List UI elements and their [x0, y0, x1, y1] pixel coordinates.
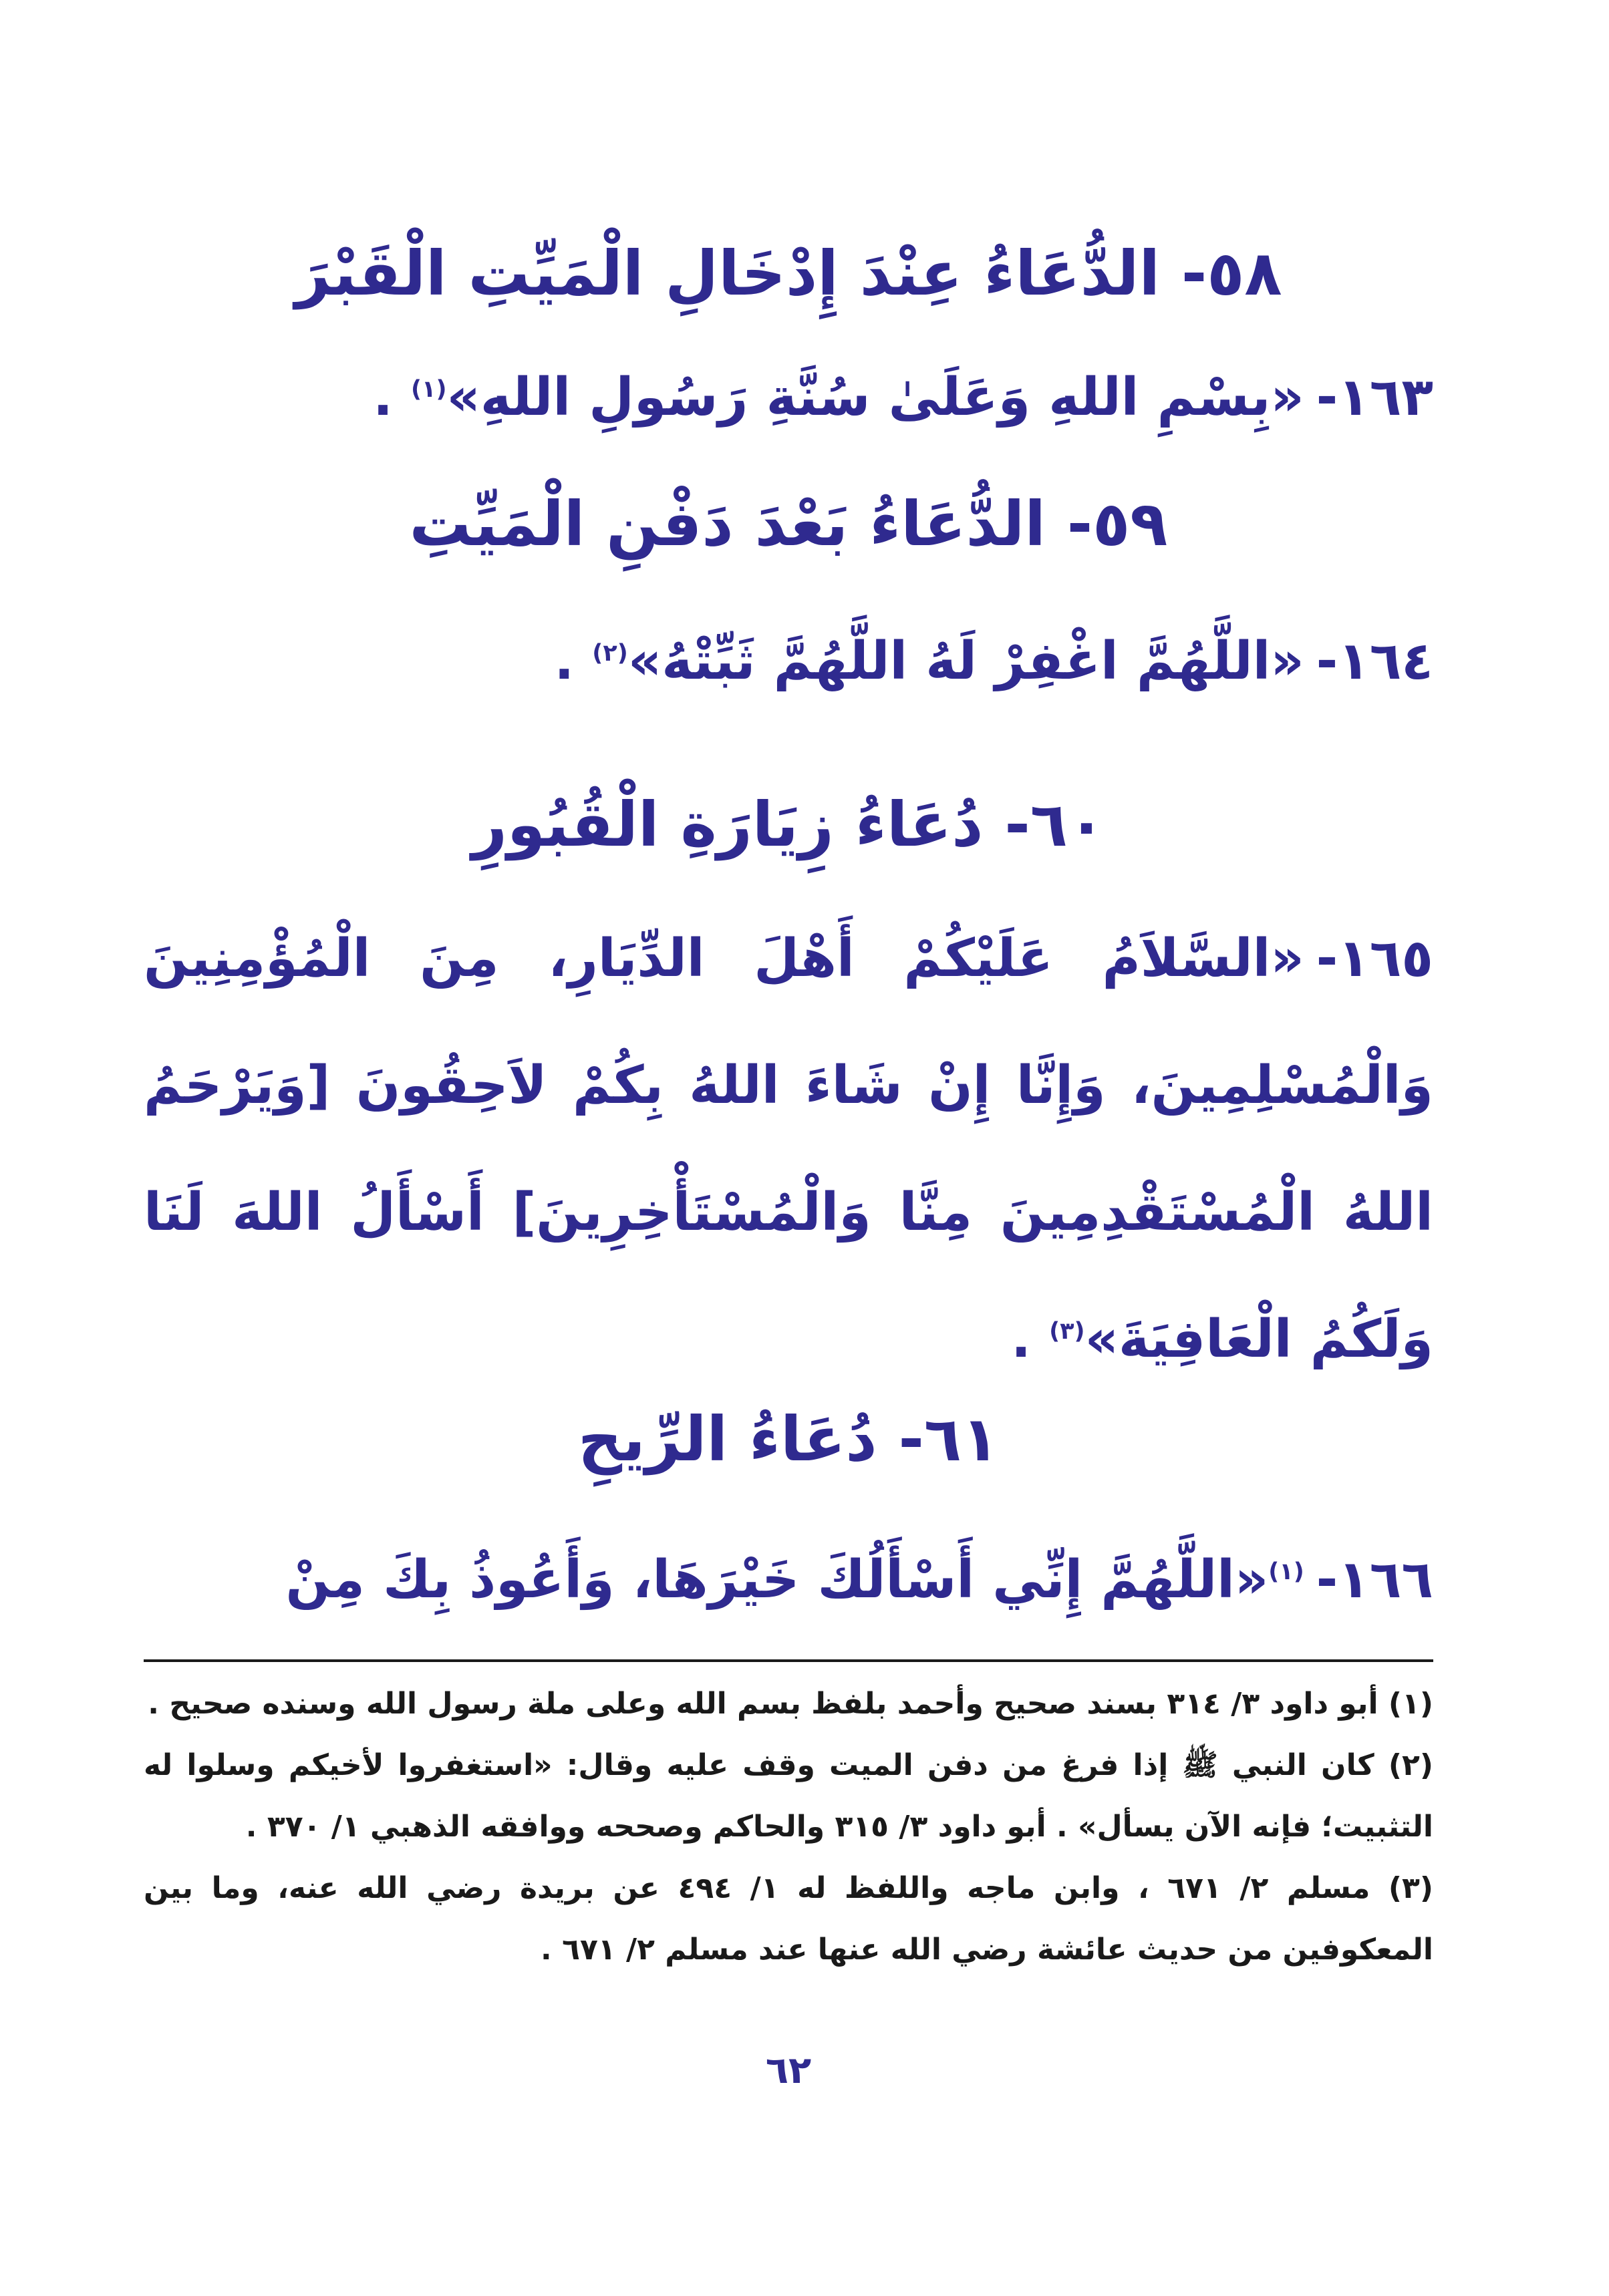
footnote-ref: (٢): [592, 639, 628, 667]
footnote-3: [144, 1858, 1433, 1981]
footnote-divider: [144, 1659, 1433, 1662]
dua-end: .: [373, 367, 411, 428]
dua-number: ١٦٣-: [1316, 367, 1433, 428]
footnotes: [144, 1673, 1433, 1981]
footnote-ref: (١): [1268, 1558, 1304, 1585]
footnote-text: كان النبي ﷺ إذا فرغ من دفن الميت وقف عليه وقال: «استغفروا لأخيكم وسلوا له التثبيت؛ فإنه الآن يسأل» . أبو داود ٣/ ٣١٥ والحاكم وصححه ووافقه الذهبي ١/ ٣٧٠ .: [144, 1748, 1433, 1844]
footnote-text: أبو داود ٣/ ٣١٤ بسند صحيح وأحمد بلفظ بسم الله وعلى ملة رسول الله وسنده صحيح .: [148, 1687, 1378, 1721]
footnote-marker: (١): [1388, 1687, 1433, 1721]
footnote-text: مسلم ٢/ ٦٧١ ، وابن ماجه واللفظ له ١/ ٤٩٤ عن بريدة رضي الله عنه، وما بين المعكوفين من حديث عائشة رضي الله عنها عند مسلم ٢/ ٦٧١ .: [144, 1871, 1433, 1967]
footnote-2: [144, 1735, 1433, 1858]
dua-text: «اللَّهُمَّ اغْفِرْ لَهُ اللَّهُمَّ ثَبِّتْهُ»: [627, 631, 1304, 691]
footnote-marker: (٣): [1388, 1871, 1433, 1905]
dua-163: [144, 354, 1433, 441]
dua-165: [144, 895, 1433, 1403]
section-heading-60: ٦٠- دُعَاءُ زِيَارَةِ الْقُبُورِ: [471, 789, 1106, 860]
dua-end: .: [1011, 1309, 1050, 1369]
footnote-ref: (٣): [1049, 1317, 1085, 1345]
section-heading-58: ٥٨- الدُّعَاءُ عِنْدَ إِدْخَالِ الْمَيِّتِ الْقَبْرَ: [295, 238, 1282, 309]
dua-164: [144, 618, 1433, 705]
book-page: [144, 0, 1433, 2296]
footnote-ref: (١): [411, 375, 447, 403]
footnote-marker: (٢): [1388, 1748, 1433, 1782]
section-heading-61: ٦١- دُعَاءُ الرِّيحِ: [577, 1404, 1000, 1475]
dua-text: «بِسْمِ اللهِ وَعَلَىٰ سُنَّةِ رَسُولِ اللهِ»: [446, 367, 1304, 428]
dua-166: [144, 1536, 1433, 1623]
dua-number: ١٦٦-: [1316, 1550, 1433, 1610]
dua-number: ١٦٤-: [1316, 631, 1433, 691]
dua-number: ١٦٥-: [1316, 929, 1433, 989]
page-number: ٦٢: [765, 2049, 812, 2092]
section-heading-59: ٥٩- الدُّعَاءُ بَعْدَ دَفْنِ الْمَيِّتِ: [409, 488, 1168, 560]
footnote-1: [144, 1673, 1433, 1735]
dua-end: .: [554, 631, 593, 691]
dua-text: «اللَّهُمَّ إِنِّي أَسْأَلُكَ خَيْرَهَا، وَأَعُوذُ بِكَ مِنْ: [285, 1550, 1269, 1610]
dua-text: «السَّلاَمُ عَلَيْكُمْ أَهْلَ الدِّيَارِ، مِنَ الْمُؤْمِنِينَ وَالْمُسْلِمِينَ، وَإِنَّا إِنْ شَاءَ اللهُ بِكُمْ لاَحِقُونَ [وَيَرْحَمُ اللهُ الْمُسْتَقْدِمِينَ مِنَّا وَالْمُسْتَأْخِرِينَ] أَسْأَلُ اللهَ لَنَا وَلَكُمُ الْعَافِيَةَ»: [144, 929, 1433, 1369]
